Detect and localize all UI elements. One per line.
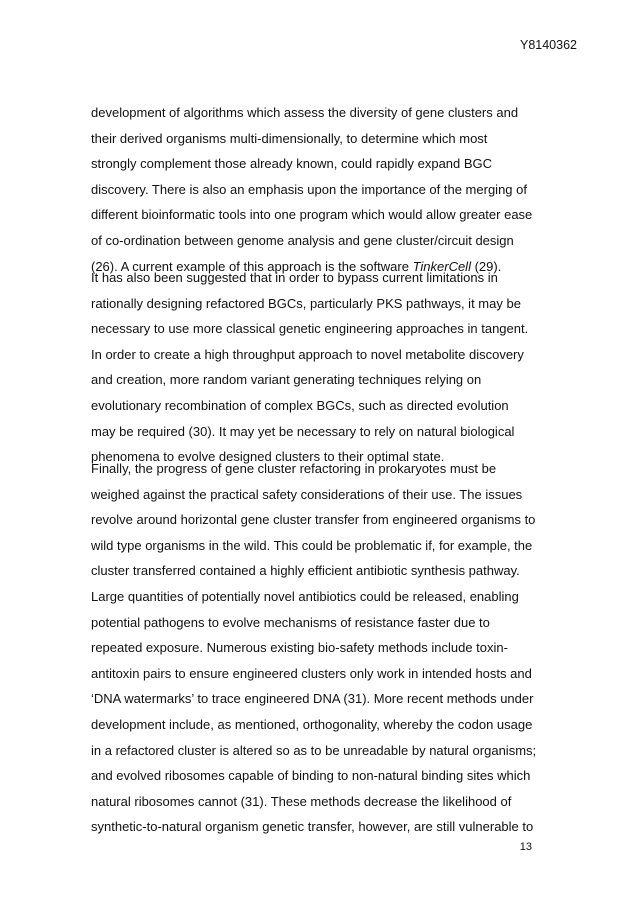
text-line: wild type organisms in the wild. This could be problematic if, for example, the [91, 537, 533, 553]
text-line: cluster transferred contained a highly efficient antibiotic synthesis pathway. [91, 563, 520, 579]
text-line: weighed against the practical safety considerations of their use. The issues [91, 486, 523, 502]
text-line: in a refactored cluster is altered so as to be unreadable by natural organisms; [91, 742, 537, 758]
text-line: and creation, more random variant generating techniques relying on [91, 372, 482, 388]
text-line: rationally designing refactored BGCs, particularly PKS pathways, it may be [91, 295, 521, 311]
text-span: (26). A current example of this approach is the software [91, 258, 413, 274]
text-line: may be required (30). It may yet be necessary to rely on natural biological [91, 423, 515, 439]
text-line: of co-ordination between genome analysis and gene cluster/circuit design [91, 232, 514, 248]
software-name: TinkerCell [412, 258, 471, 274]
text-line: strongly complement those already known, could rapidly expand BGC [91, 156, 493, 172]
text-line: natural ribosomes cannot (31). These methods decrease the likelihood of [91, 793, 512, 809]
text-line: Large quantities of potentially novel antibiotics could be released, enabling [91, 588, 519, 604]
text-line: phenomena to evolve designed clusters to their optimal state. [91, 449, 445, 465]
text-line: ‘DNA watermarks’ to trace engineered DNA (31). More recent methods under [91, 691, 534, 707]
text-line: development include, as mentioned, orthogonality, whereby the codon usage [91, 716, 533, 732]
text-line: evolutionary recombination of complex BGCs, such as directed evolution [91, 397, 509, 413]
text-line: synthetic-to-natural organism genetic transfer, however, are still vulnerable to [91, 819, 534, 835]
text-span: (29). [470, 258, 502, 274]
text-line: revolve around horizontal gene cluster transfer from engineered organisms to [91, 512, 536, 528]
text-line: Finally, the progress of gene cluster refactoring in prokaryotes must be [91, 461, 497, 476]
text-line: It has also been suggested that in order to bypass current limitations in [91, 270, 498, 285]
text-line: and evolved ribosomes capable of binding to non-natural binding sites which [91, 768, 531, 784]
text-line: repeated exposure. Numerous existing bio-safety methods include toxin- [91, 640, 508, 656]
text-line: necessary to use more classical genetic engineering approaches in tangent. [91, 321, 529, 337]
text-line: discovery. There is also an emphasis upon the importance of the merging of [91, 181, 527, 197]
paragraph-3 [91, 456, 561, 840]
text-line: In order to create a high throughput approach to novel metabolite discovery [91, 346, 524, 362]
text-line: potential pathogens to evolve mechanisms of resistance faster due to [91, 614, 490, 630]
page-number: 13 [519, 841, 532, 853]
paragraph-2 [91, 265, 561, 470]
text-line: development of algorithms which assess the diversity of gene clusters and [91, 105, 519, 120]
text-line: antitoxin pairs to ensure engineered clusters only work in intended hosts and [91, 665, 532, 681]
paragraph-1 [91, 100, 561, 279]
text-line: different bioinformatic tools into one program which would allow greater ease [91, 207, 533, 223]
document-id: Y8140362 [519, 38, 577, 52]
text-line: their derived organisms multi-dimensionally, to determine which most [91, 130, 488, 146]
